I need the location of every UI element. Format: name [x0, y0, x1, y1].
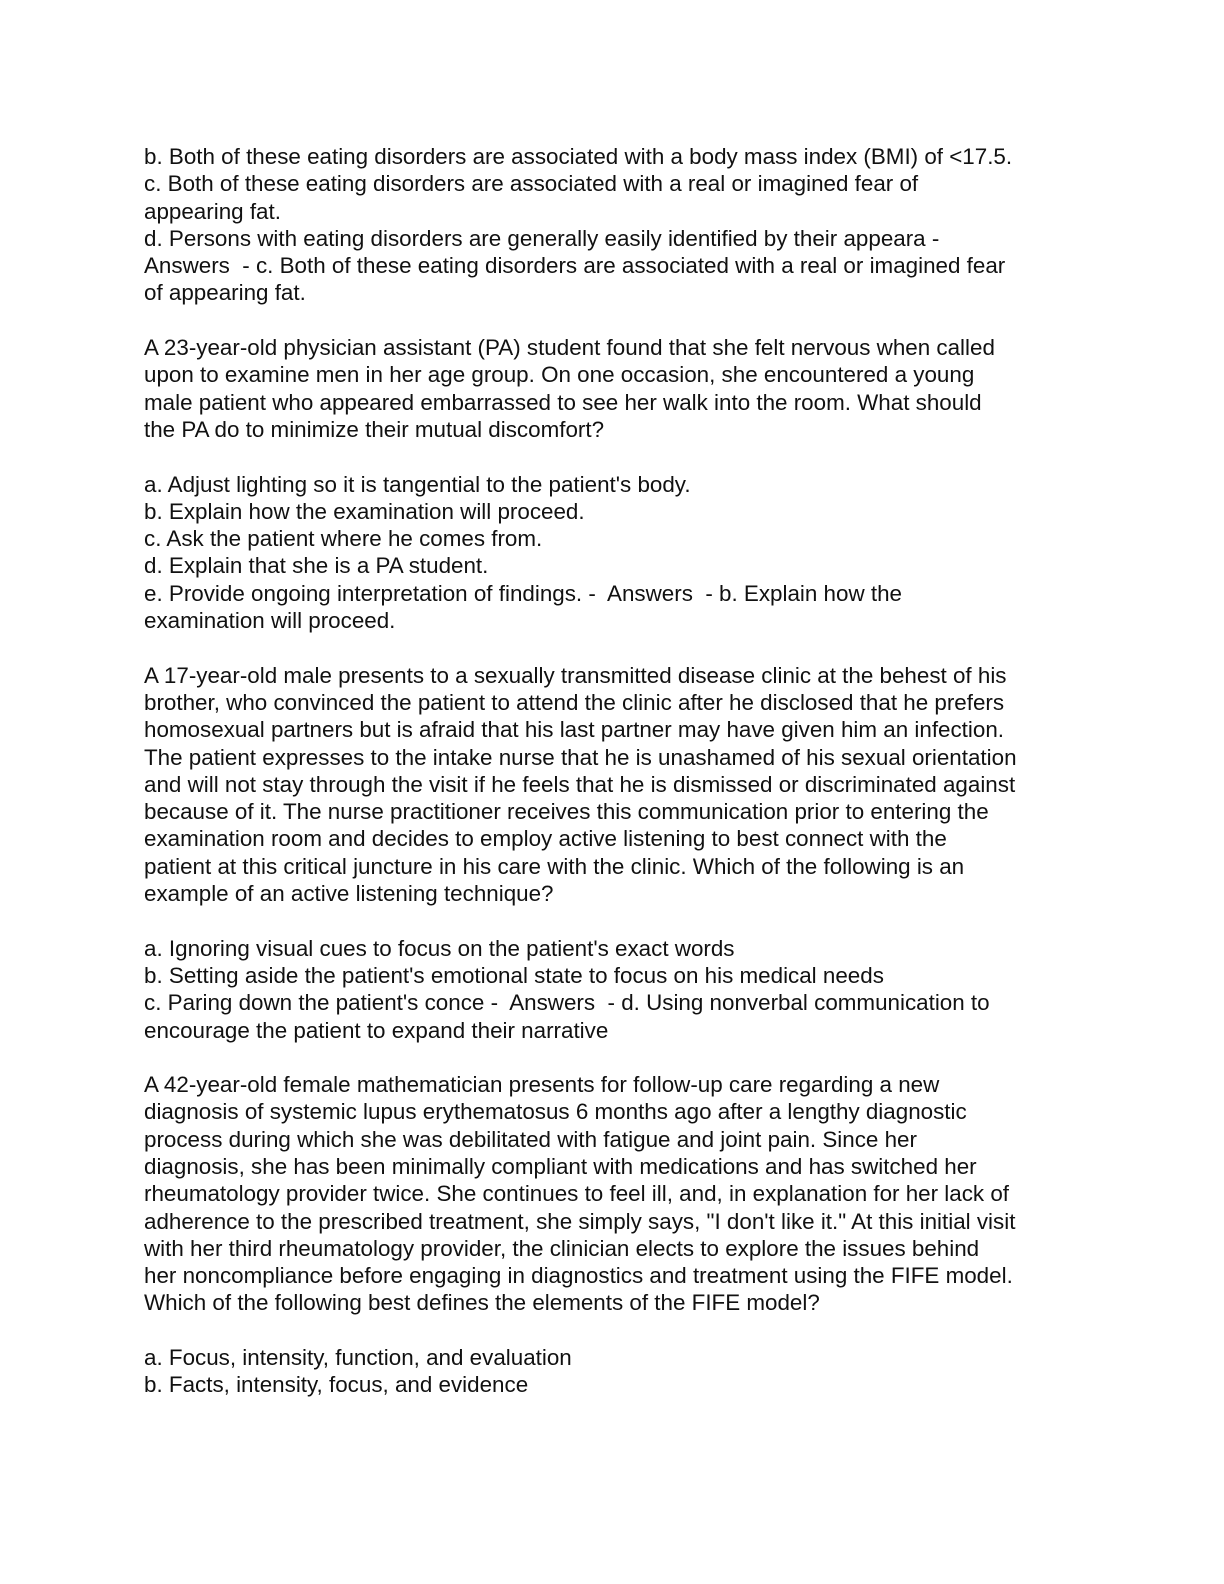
text-line: a. Ignoring visual cues to focus on the patient's exact words — [144, 935, 735, 961]
text-line: of appearing fat. — [144, 280, 306, 306]
text-line: d. Explain that she is a PA student. — [144, 553, 489, 579]
text-line: diagnosis, she has been minimally compliant with medications and has switched her — [144, 1153, 977, 1179]
text-line: b. Both of these eating disorders are associated with a body mass index (BMI) of <17.5. — [144, 144, 1013, 169]
paragraph-fife-question — [144, 1071, 1089, 1317]
text-line: brother, who convinced the patient to attend the clinic after he disclosed that he prefers — [144, 689, 1005, 715]
text-line: homosexual partners but is afraid that his last partner may have given him an infection. — [144, 717, 1005, 743]
text-line: her noncompliance before engaging in diagnostics and treatment using the FIFE model. — [144, 1263, 1013, 1289]
text-line: appearing fat. — [144, 198, 281, 224]
text-line: a. Adjust lighting so it is tangential to the patient's body. — [144, 471, 691, 497]
text-line: with her third rheumatology provider, the clinician elects to explore the issues behind — [144, 1235, 980, 1261]
paragraph-pa-student-options — [144, 471, 1089, 635]
text-line: Answers - c. Both of these eating disorders are associated with a real or imagined fear — [144, 253, 1006, 279]
paragraph-active-listening-question — [144, 662, 1089, 908]
text-line: example of an active listening technique? — [144, 881, 554, 907]
text-line: d. Persons with eating disorders are generally easily identified by their appeara - — [144, 225, 940, 251]
text-line: a. Focus, intensity, function, and evaluation — [144, 1345, 572, 1371]
text-line: diagnosis of systemic lupus erythematosus 6 months ago after a lengthy diagnostic — [144, 1099, 967, 1125]
text-line: and will not stay through the visit if he feels that he is dismissed or discriminated against — [144, 771, 1016, 797]
text-line: the PA do to minimize their mutual discomfort? — [144, 416, 605, 442]
text-line: examination will proceed. — [144, 608, 396, 634]
paragraph-fife-options — [144, 1344, 1089, 1399]
text-line: adherence to the prescribed treatment, she simply says, "I don't like it." At this initial visit — [144, 1208, 1016, 1234]
text-line: A 17-year-old male presents to a sexually transmitted disease clinic at the behest of his — [144, 662, 1007, 688]
text-line: patient at this critical juncture in his care with the clinic. Which of the following is an — [144, 853, 965, 879]
text-line: upon to examine men in her age group. On one occasion, she encountered a young — [144, 362, 975, 388]
text-line: c. Paring down the patient's conce - Answers - d. Using nonverbal communication to — [144, 990, 990, 1016]
text-line: A 23-year-old physician assistant (PA) student found that she felt nervous when called — [144, 335, 995, 361]
text-line: encourage the patient to expand their narrative — [144, 1017, 609, 1043]
text-line: A 42-year-old female mathematician presents for follow-up care regarding a new — [144, 1072, 940, 1098]
document-page — [144, 143, 1089, 1426]
text-line: e. Provide ongoing interpretation of findings. - Answers - b. Explain how the — [144, 580, 902, 606]
text-line: c. Ask the patient where he comes from. — [144, 526, 543, 552]
text-line: rheumatology provider twice. She continues to feel ill, and, in explanation for her lack of — [144, 1181, 1010, 1207]
text-line: b. Setting aside the patient's emotional state to focus on his medical needs — [144, 962, 884, 988]
text-line: because of it. The nurse practitioner receives this communication prior to entering the — [144, 799, 989, 825]
paragraph-eating-disorders-answer — [144, 143, 1089, 307]
text-line: b. Facts, intensity, focus, and evidence — [144, 1372, 529, 1398]
text-line: Which of the following best defines the elements of the FIFE model? — [144, 1290, 820, 1316]
text-line: male patient who appeared embarrassed to see her walk into the room. What should — [144, 389, 982, 415]
text-line: process during which she was debilitated with fatigue and joint pain. Since her — [144, 1126, 917, 1152]
paragraph-pa-student-question — [144, 334, 1089, 443]
paragraph-active-listening-options — [144, 935, 1089, 1044]
text-line: The patient expresses to the intake nurse that he is unashamed of his sexual orientation — [144, 744, 1017, 770]
text-line: c. Both of these eating disorders are associated with a real or imagined fear of — [144, 171, 919, 197]
text-line: examination room and decides to employ active listening to best connect with the — [144, 826, 947, 852]
text-line: b. Explain how the examination will proceed. — [144, 498, 585, 524]
